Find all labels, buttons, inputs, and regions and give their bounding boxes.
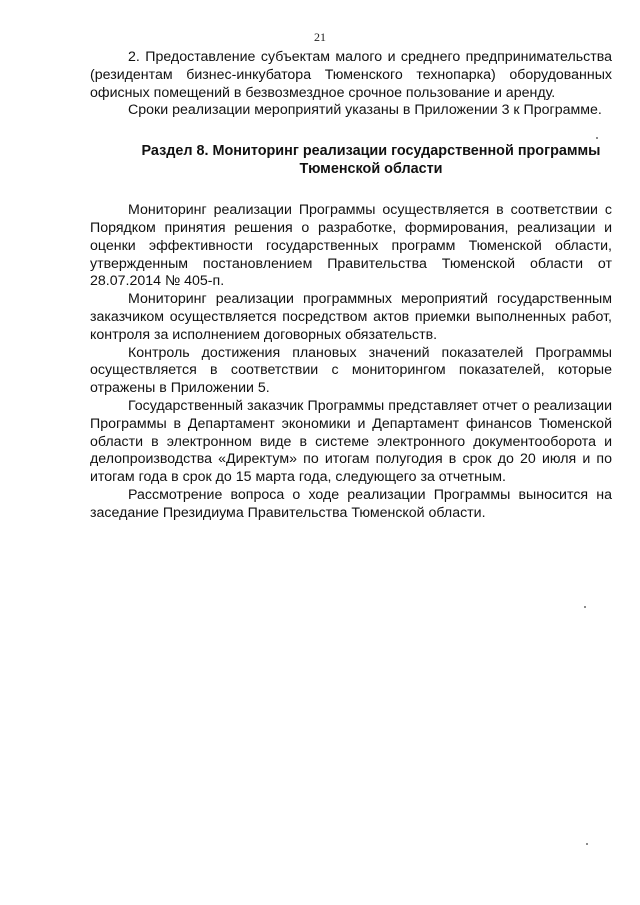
scan-speck [586, 843, 588, 845]
section-paragraph-4: Государственный заказчик Программы представляет отчет о реализации Программы в Департамент экономики и Департамент финансов Тюменской области в электронном виде в системе электронного документооборота и делопроизводства «Директум» по итогам полугодия в срок до 20 июля и по итогам года в срок до 15 марта года, следующего за отчетным. [90, 397, 612, 486]
section-paragraph-3: Контроль достижения плановых значений показателей Программы осуществляется в соответствии с мониторингом показателей, которые отражены в Приложении 5. [90, 344, 612, 397]
intro-paragraph-1: 2. Предоставление субъектам малого и среднего предпринимательства (резидентам бизнес-инкубатора Тюменского технопарка) оборудованных офисных помещений в безвозмездное срочное пользование и аренду. [90, 49, 612, 101]
section-paragraph-1: Мониторинг реализации Программы осуществляется в соответствии с Порядком принятия решения о разработке, формирования, реализации и оценки эффективности государственных программ Тюменской области, утвержденным постановлением Правительства Тюменской области от 28.07.2014 № 405-п. [90, 202, 612, 290]
page-number: 21 [314, 30, 326, 44]
scan-speck [596, 137, 598, 139]
section-heading: Раздел 8. Мониторинг реализации государственной программы Тюменской области [141, 143, 601, 177]
section-paragraph-2: Мониторинг реализации программных мероприятий государственным заказчиком осуществляется посредством актов приемки выполненных работ, контроля за исполнением договорных обязательств. [90, 291, 612, 343]
scan-speck [584, 606, 586, 608]
document-body [90, 49, 612, 523]
intro-paragraph-2: Сроки реализации мероприятий указаны в Приложении 3 к Программе. [128, 102, 602, 119]
section-paragraph-5: Рассмотрение вопроса о ходе реализации Программы выносится на заседание Президиума Правительства Тюменской области. [90, 486, 612, 521]
